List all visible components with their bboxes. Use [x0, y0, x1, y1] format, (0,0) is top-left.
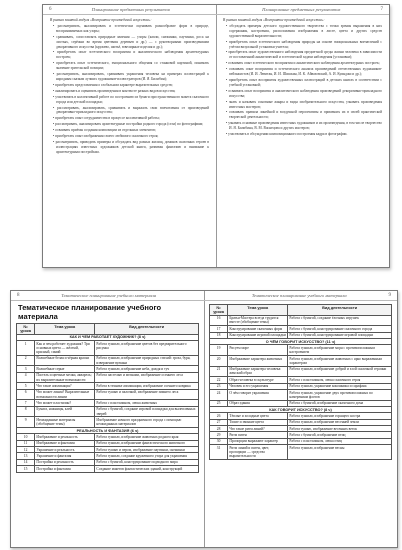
lesson-topic: Что такое ритм линий?	[228, 426, 288, 432]
bullet-paragraph: • узнавать основные произведения известных художников и их произведения, в том числе творчество И. Я. Билибина, В. М. Васнецова и других мастеров;	[223, 121, 382, 131]
bullet-paragraph: • приобретать опыт эстетического восприятия и аналитического наблюдения архитектурных построек;	[50, 50, 209, 60]
lesson-topic: Конструирование сказочных форм	[228, 326, 288, 332]
lesson-activity: Работа тушью и палочкой, изображение зимнего леса	[95, 389, 199, 400]
lesson-topic: Ритм пятен	[228, 432, 288, 438]
lesson-number: 24	[210, 389, 228, 400]
bullet-paragraph: • обсуждать примеры детского художественного творчества с точки зрения выражения в них содержания, настроения, расположения изображения в листе, цвета и других средств художественной выразительности;	[223, 24, 382, 39]
bullet-paragraph: • осваивать опыт восприятия и аналитического наблюдения произведений декоративно-прикладного искусства;	[223, 89, 382, 99]
lesson-activity: Работа гуашью, создание кружевного узора для украшения	[95, 453, 199, 459]
lesson-topic: Изображение и фантазия	[35, 440, 95, 446]
lesson-activity: Работа с пластилином, лепка птиц	[288, 438, 392, 444]
lesson-activity: Работа с бумагой, создание игровой площадки для вылепленных зверей	[95, 406, 199, 417]
bullet-paragraph: • приобретать опыт эстетического наблюдения природы на основе эмоциональных впечатлений с учётом визуальной установки учителя;	[223, 40, 382, 50]
table-row	[210, 355, 392, 366]
lesson-activity: Работа гуашью, изображение животных родного края	[95, 434, 199, 440]
lesson-topic: Конструирование игровой площадки	[229, 333, 286, 338]
lesson-activity: Работа гуашью, изображение доброй и злой сказочной героини	[288, 366, 392, 377]
bullet-paragraph: • осваивать правила линейной и воздушной перспективы и применять их в своей практической творческой деятельности;	[223, 110, 382, 120]
lesson-topic: Украшение и фантазия	[35, 453, 95, 459]
lesson-number: 2	[17, 355, 35, 366]
table-row	[17, 406, 199, 417]
lesson-number: 9	[17, 417, 35, 428]
lesson-number: 27	[210, 419, 228, 425]
bullet-paragraph: • рассматривать, приводить примеры и обсуждать вид разных жилищ, домиков сказочных героев в иллюстрациях известных художников детской книги, развивая фантазию и внимание к архитектурным постройкам.	[50, 140, 209, 155]
lesson-number: 23	[210, 383, 228, 389]
lesson-topic: Волшебные серые	[35, 366, 95, 372]
bullet-paragraph: • приобретать опыт восприятия художественных иллюстраций в детских книгах в соответствии с учебной установкой;	[223, 78, 382, 88]
lesson-activity: Работа гуашью, изображение животных с ярко выраженным характером	[288, 355, 392, 366]
page-number: 9	[388, 293, 391, 298]
table-row	[17, 389, 199, 400]
table-row	[17, 466, 199, 472]
lesson-number: 21	[210, 366, 228, 377]
lesson-number: 30	[210, 438, 228, 444]
lesson-topic: Рисуем море	[228, 345, 288, 356]
page-8	[11, 291, 205, 547]
table-row	[17, 372, 199, 383]
lesson-number: 6	[17, 389, 35, 400]
lesson-activity: Работа гуашью, изображение моря с противоположным настроением	[288, 345, 392, 356]
lesson-activity: Работа с бумагой, изображение птиц	[288, 432, 392, 438]
lesson-activity: Работа тушью, изображение весенних веток	[288, 426, 392, 432]
lesson-number: 20	[210, 355, 228, 366]
column-header: Вид деятельности	[288, 305, 392, 316]
table-row	[210, 315, 392, 326]
lesson-number: 17	[210, 326, 228, 332]
lesson-topic: Волшебные белая и чёрная краски	[35, 355, 95, 366]
lesson-topic: Изображение характера животных	[228, 355, 288, 366]
lesson-number: 11	[17, 440, 35, 446]
lesson-activity: Работа тушью и пером, изображение паутинки, снежинки	[95, 447, 199, 453]
plan-table	[16, 323, 199, 473]
lesson-activity: Работа гуашью, изображение неба, дождя и туч	[95, 366, 199, 372]
bullet-paragraph: • осваивать опыт эстетического восприятия и аналитического наблюдения архитектурных построек;	[223, 61, 382, 66]
lesson-activity: Работа пастелью и мелками, изображение осеннего леса	[95, 372, 199, 383]
lesson-activity: Работа с бумагой, конструирование игровой площадки	[288, 332, 392, 338]
lesson-number: 12	[17, 447, 35, 453]
page-title: Тематическое планирование учебного материала	[18, 303, 162, 321]
table-row	[17, 417, 199, 428]
column-header: Тема урока	[35, 324, 95, 335]
lead-paragraph: В рамках занятий модуля «Восприятие произведений искусства»:	[223, 18, 325, 22]
bullet-paragraph: • приобретать представления о глобальном характере выразительных средств;	[50, 83, 209, 88]
lesson-number: 26	[210, 413, 228, 419]
lesson-number: 1	[17, 340, 35, 355]
bullet-paragraph: • приобретать опыт изображения своего любимого сказочного героя;	[50, 134, 209, 139]
table-row	[210, 445, 392, 460]
running-header: Тематическое планирование учебного материала	[61, 293, 157, 298]
lesson-topic: Человек и его украшения	[228, 383, 288, 389]
column-header: Тема урока	[228, 305, 288, 316]
lesson-activity: Работа в технике аппликации, изображение осеннего коврика	[95, 383, 199, 389]
lesson-activity: Создание макетов фантастических зданий, конструкций	[95, 466, 199, 472]
section-title: КАК ГОВОРИТ ИСКУССТВО? (8 ч)	[210, 406, 392, 412]
lesson-number: 29	[210, 432, 228, 438]
lesson-activity: Работа гуашью, изображение природных стихий: гроза, буря, извержение вулкана	[95, 355, 199, 366]
bullet-paragraph: • приобретать опыт художественного наблюдения предметной среды жизни человека в зависимости от поставленной аналитической и эстетической задачи наблюдения (установки);	[223, 50, 382, 60]
section-title: КАК И ЧЕМ РАБОТАЕТ ХУДОЖНИК? (8 ч)	[17, 334, 199, 340]
lesson-activity: Работа с бумагой, изображение сказочного дома	[288, 400, 392, 406]
page-header	[43, 5, 216, 15]
lesson-topic: Тёплые и холодные цвета	[228, 413, 288, 419]
table-header-row	[210, 305, 392, 316]
column-header: № урока	[210, 305, 228, 316]
bullet-paragraph: • участвовать в обсуждении композиционного построения кадра в фотографии.	[223, 132, 382, 137]
lesson-topic: Пропорции выражают характер	[228, 438, 288, 444]
section-title: О ЧЁМ ГОВОРИТ ИСКУССТВО? (11 ч)	[210, 338, 392, 344]
bullet-paragraph: • приобретать опыт эстетического, эмоционального общения со станковой картиной, понимать значение зрительской позиции;	[50, 61, 209, 71]
page-number: 7	[380, 7, 383, 12]
lesson-activity: Работа гуашью, изображение цветов без предварительного рисунка	[95, 340, 199, 355]
lesson-topic: Бумага, ножницы, клей	[35, 406, 95, 417]
lesson-topic: Постройка и реальность	[35, 459, 95, 465]
table-row	[210, 389, 392, 400]
lesson-number: 18	[210, 332, 228, 338]
lesson-number: 5	[17, 383, 35, 389]
bullet-paragraph: • знать и называть основные жанры и виды изобразительного искусства, узнавать произведения известных мастеров;	[223, 100, 382, 110]
lesson-topic: Что такое аппликация?	[35, 383, 95, 389]
section-title: РЕАЛЬНОСТЬ И ФАНТАЗИЯ (6 ч)	[17, 427, 199, 433]
lesson-activity: Работа с бумагой, конструирование подводного мира	[95, 459, 199, 465]
lesson-activity: Работа с пластилином, лепка животных	[95, 400, 199, 406]
bullet-paragraph: • анализировать и оценивать произведения в контексте разных видов искусства;	[50, 89, 209, 94]
page-body	[216, 15, 389, 137]
column-header: Вид деятельности	[95, 324, 199, 335]
lead-paragraph: В рамках занятий модуля «Восприятие произведений искусства»:	[50, 18, 152, 22]
lesson-topic: Образ здания	[228, 400, 288, 406]
page-6	[43, 5, 217, 267]
page-number: 6	[49, 7, 52, 12]
lesson-number: 10	[17, 434, 35, 440]
lesson-topic: Тихие и звонкие цвета	[228, 419, 288, 425]
lesson-topic: Ритм линий и пятен, цвет, пропорции — средства выразительности	[228, 445, 288, 460]
paragraph-list	[50, 24, 209, 155]
lesson-topic: Постройка и фантазия	[35, 466, 95, 472]
lesson-topic: Изображение и реальность	[35, 434, 95, 440]
lesson-topic: Украшение и реальность	[35, 447, 95, 453]
lesson-topic: Неожиданные материалы (обобщение темы)	[35, 417, 95, 428]
lesson-number: 8	[17, 406, 35, 417]
page-7	[216, 5, 389, 267]
table-row	[17, 340, 199, 355]
lesson-topic: Как и чем работает художник? Три основных цвета — жёлтый, красный, синий	[35, 340, 95, 355]
lesson-activity: Изображение ночного праздничного города с помощью неожиданных материалов	[95, 417, 199, 428]
table-row	[210, 345, 392, 356]
lesson-activity: Работа гуашью, изображение весны	[288, 445, 392, 460]
lesson-number: 25	[210, 400, 228, 406]
table-row	[210, 366, 392, 377]
lesson-topic: Что может пластилин?	[35, 400, 95, 406]
bullet-paragraph: • участвовать в коллективной работе по построению из бумаги пространственного макета сказочного города или детской площадки;	[50, 95, 209, 105]
bullet-paragraph: • осваивать приёмы создания композиции из отдельных элементов;	[50, 128, 209, 133]
lesson-activity: Работа гуашью, изображение весенней земли	[288, 419, 392, 425]
lesson-number: 13	[17, 453, 35, 459]
page-header	[216, 5, 389, 15]
bullet-paragraph: • рассматривать, анализировать, сравнивать украшения человека на примерах иллюстраций к народным сказкам лучших художников-иллюстраторов (И. Я. Билибин);	[50, 72, 209, 82]
lesson-activity: Работа с пластилином, лепка сказочного героя	[288, 377, 392, 383]
lesson-activity: Работа с бумагой, создание ёлочных игрушек	[288, 315, 392, 326]
spread-bottom	[10, 290, 398, 548]
bullet-paragraph: • рассматривать, анализировать архитектурные постройки родного города (села) по фотографиям;	[50, 122, 209, 127]
lesson-topic: Изображение характера человека: женский образ	[228, 366, 288, 377]
lesson-number: 7	[17, 400, 35, 406]
lesson-topic: Образ человека в скульптуре	[228, 377, 288, 383]
column-header: № урока	[17, 324, 35, 335]
bullet-paragraph: • рассматривать, анализировать, сравнивать и выражать свои впечатления от произведений декоративно-прикладного искусства;	[50, 106, 209, 116]
plan-table	[209, 304, 392, 460]
lesson-topic: Что может линия? Выразительные возможности линии	[35, 389, 95, 400]
page-header	[204, 291, 397, 301]
lesson-activity: Работа гуашью, изображение фантастического животного	[95, 440, 199, 446]
lesson-number: 14	[17, 459, 35, 465]
lesson-number: 3	[17, 366, 35, 372]
running-header: Планирование предметных результатов	[262, 7, 341, 12]
lesson-activity: Работа гуашью, украшение двух противоположных по намерениям флотов	[288, 389, 392, 400]
page-number: 8	[17, 293, 20, 298]
page-body	[43, 15, 216, 155]
lesson-activity: Работа гуашью, изображение горящего костра	[288, 413, 392, 419]
lesson-number: 28	[210, 426, 228, 432]
lesson-number: 19	[210, 345, 228, 356]
lesson-number: 31	[210, 445, 228, 460]
lesson-number: 4	[17, 372, 35, 383]
bullet-paragraph: • рассматривать, анализировать и эстетически оценивать разнообразие форм в природе, воспринимаемых как узоры;	[50, 24, 209, 34]
lesson-activity: Работа с бумагой, конструирование сказочного города	[288, 326, 392, 332]
lesson-topic: Пастель и цветные мелки, акварель; их выразительные возможности	[35, 372, 95, 383]
lesson-number: 22	[210, 377, 228, 383]
paragraph-list	[223, 24, 382, 137]
bullet-paragraph: • сравнивать, сопоставлять природные явления — узоры (капли, снежинки, паутинки, роса на листьях, серёжки во время цветения деревьев и др.) — с рукотворными произведениями декоративного искусства (кружево, шитьё, ювелирные изделия и др.);	[50, 35, 209, 50]
table-header-row	[17, 324, 199, 335]
table-row	[17, 355, 199, 366]
lesson-topic: Братья-Мастера всегда трудятся вместе (обобщение темы)	[228, 315, 288, 326]
lesson-activity: Работа гуашью, украшение кокошника и сарафана	[288, 383, 392, 389]
lesson-number: 15	[17, 466, 35, 472]
lesson-topic: О чём говорят украшения	[228, 389, 288, 400]
page-9	[204, 291, 397, 547]
page-header	[11, 291, 204, 301]
running-header: Тематическое планирование учебного материала	[251, 293, 347, 298]
bullet-paragraph: • осваивать опыт восприятия и эстетического анализа произведений отечественных художников-пейзажистов (И. И. Левитан, И. И. Шишкин, И. К. Айвазовский, А. И. Куинджи и др.);	[223, 67, 382, 77]
bullet-paragraph: • приобретать опыт сотрудничества в процессе коллективной работы;	[50, 116, 209, 121]
lesson-number: 16	[210, 315, 228, 326]
running-header: Планирование предметных результатов	[91, 7, 170, 12]
spread-top	[42, 4, 390, 268]
